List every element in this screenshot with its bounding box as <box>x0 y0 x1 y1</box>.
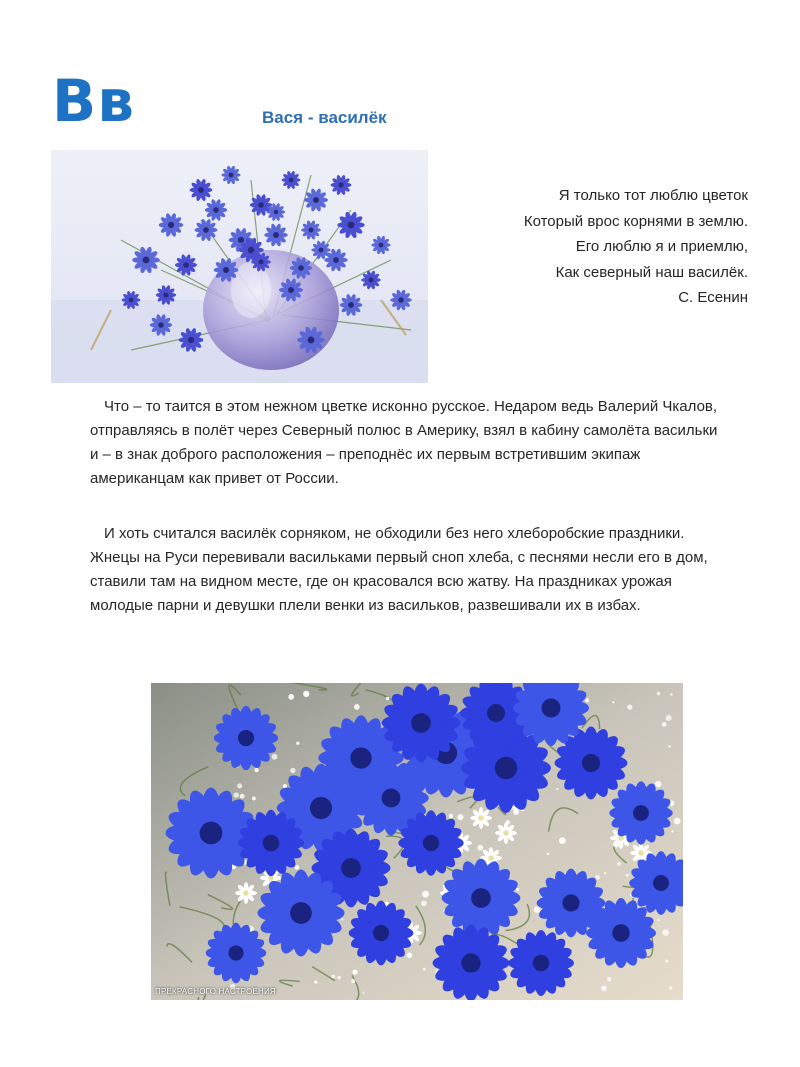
paragraph <box>90 395 726 491</box>
poem-line: Я только тот люблю цветок <box>558 187 748 204</box>
poem-author: С. Есенин <box>678 289 748 306</box>
poem-line: Как северный наш василёк. <box>555 263 748 281</box>
page-subtitle: Вася - василёк <box>262 108 387 127</box>
cornflower-painting-image <box>51 150 428 383</box>
paragraph-text: Что – то таится в этом нежном цветке исконно русское. Недаром ведь Валерий Чкалов, отправляясь в полёт через Северный полюс в Америку, взял в кабину самолёта васильки и – в знак доброго расположения – преподнёс их первым встретившим экипаж американцам как привет от России. <box>90 398 718 487</box>
poem-line: Который врос корнями в землю. <box>523 212 748 230</box>
cornflower-bouquet-photo <box>151 683 683 1000</box>
paragraph-text: И хоть считался василёк сорняком, не обходили без него хлеборобские праздники. Жнецы на Руси перевивали васильками первый сноп хлеба, с песнями несли его в дом, ставили там на видном месте, где он красовался всю жатву. На праздниках урожая молодые парни и девушки плели венки из васильков, развешивали их в избах. <box>90 525 708 614</box>
page-letter-heading: Вв <box>52 67 135 135</box>
paragraph <box>90 522 726 618</box>
photo-watermark: ПРЕКРАСНОГО НАСТРОЕНИЯ <box>155 987 276 996</box>
poem-line: Его люблю я и приемлю, <box>575 238 748 255</box>
poem-block <box>524 183 748 311</box>
